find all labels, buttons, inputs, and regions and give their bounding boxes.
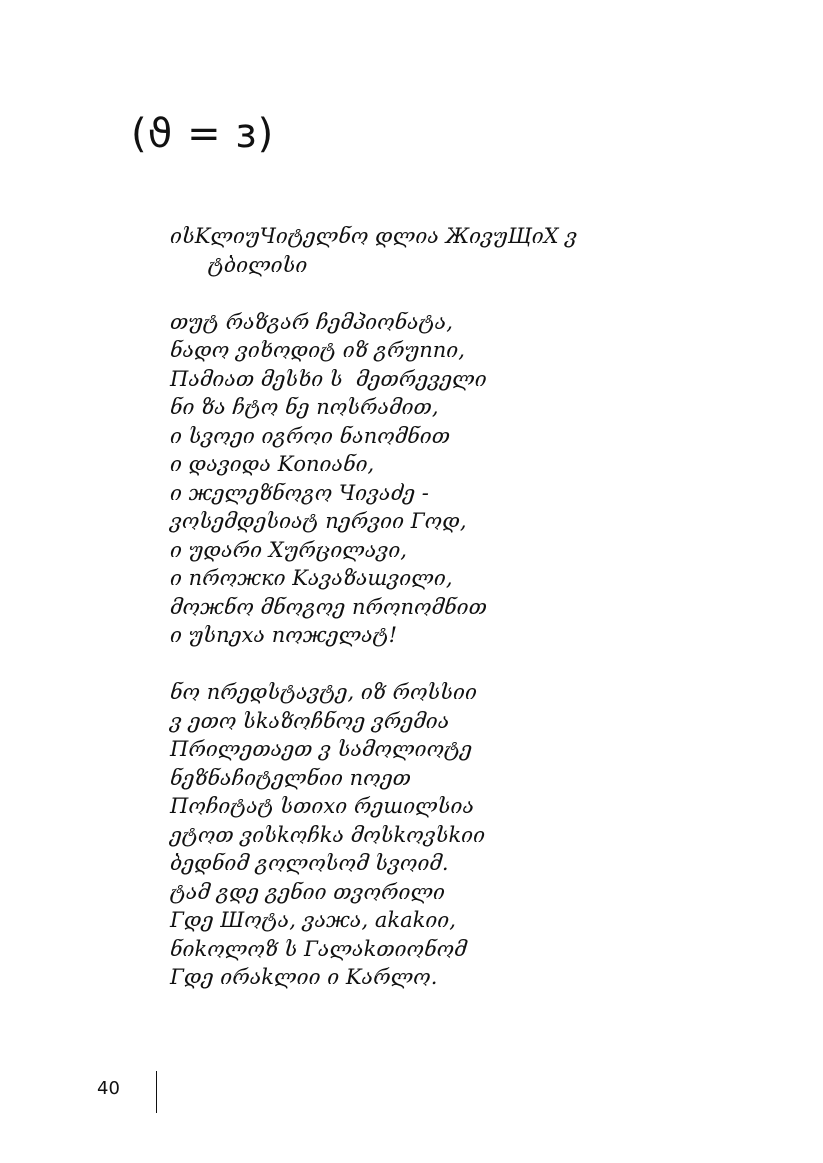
- page-number: 40: [97, 1078, 120, 1099]
- stanza-2: [170, 678, 730, 992]
- poem-line: ი пროжкი Kავაზაшვილი,: [170, 566, 453, 590]
- poem-line: ნიkოლოზ ს Гალაkთიონომ: [170, 936, 467, 961]
- poem-line: Пრილეთაეთ ვ სამოლიოტე: [170, 737, 473, 761]
- poem-line: ი სვოეი იგროი ნაпომნით: [170, 423, 451, 448]
- stanza-1: [170, 308, 730, 650]
- poem-line: ეტოთ ვისkოჩkა მოსkოვსkიი: [170, 822, 486, 847]
- dedication-line: ტბილისი: [208, 252, 308, 277]
- poem-line: ნი ზა ჩტო ნე пოსრამით,: [170, 395, 439, 419]
- poem-line: ნეზნაჩიტელნიი пოეთ: [170, 765, 411, 790]
- poem-line: ბედნიმ გოლოსომ სვოიმ.: [170, 851, 449, 875]
- poem-line: ი жელეზნოგო Чივაძე -: [170, 480, 429, 505]
- poem-line: ი უდარი Xურცილავი,: [170, 537, 407, 562]
- poem-line: ტამ გდე გენიი თვორილი: [170, 879, 446, 904]
- poem-line: ვ ეთო სkაზოჩნოე ვრემია: [170, 708, 450, 733]
- poem-line: ი უსпეxა пოжელატ!: [170, 623, 398, 647]
- page-number-divider: [156, 1071, 157, 1113]
- dedication-line: ისKლიუЧიტელნო დლია ЖივუЩიX ვ: [170, 224, 578, 248]
- poem-line: ვოსემდესიატ пერვიი Гოდ,: [170, 509, 467, 533]
- poem-line: Гდე ირაkლიი ი Kარლო.: [170, 965, 438, 989]
- poem-line: Пოჩიტატ სთიxი რეшილსია: [170, 794, 475, 818]
- poem-line: თუტ რაზგარ ჩემპიონატა,: [170, 309, 453, 334]
- poem-line: Гდე Шოტა, ვაжა, аkаkიი,: [170, 908, 456, 932]
- poem-line: Пამიათ მესხი ს მეთრეველი: [170, 366, 487, 391]
- poem-line: მოжნო მნოგოე пროпომნით: [170, 594, 487, 619]
- poem-line: ნო пრედსტავტე, იზ როსსიი: [170, 680, 477, 704]
- poem-heading: (ϑ = з): [131, 111, 275, 157]
- poem-line: ი დავიდა Kопიანი,: [170, 452, 375, 476]
- poem-body: [170, 222, 730, 992]
- poem-dedication: [170, 222, 730, 279]
- poem-line: ნადო ვიხოდიტ იზ გრუппი,: [170, 338, 465, 362]
